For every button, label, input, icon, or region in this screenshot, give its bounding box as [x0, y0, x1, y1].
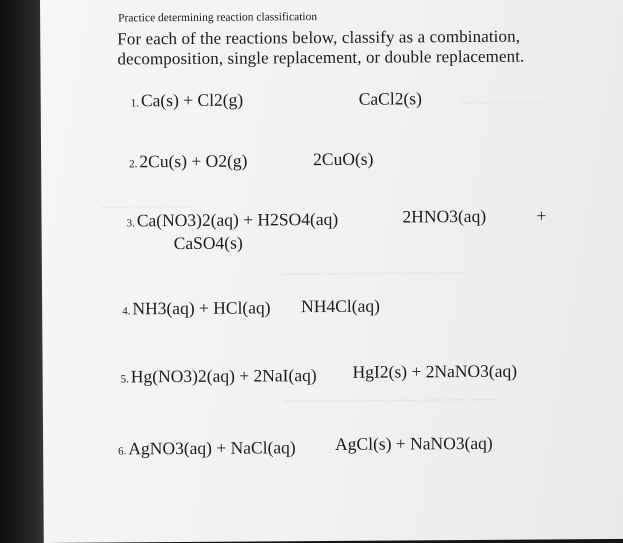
reaction-5-reactants-line: [121, 367, 317, 386]
reaction-reactants: AgNO3(aq) + NaCl(aq): [128, 437, 296, 459]
reaction-3-plus: +: [536, 205, 547, 226]
reaction-reactants: 2Cu(s) + O2(g): [139, 150, 248, 172]
reaction-3-products-continued: CaSO4(s): [173, 232, 243, 254]
reaction-number: 1.: [130, 97, 140, 110]
reaction-number: 3.: [126, 217, 135, 230]
show-through-text: — — — ——: [460, 94, 542, 111]
reaction-2-products: 2CuO(s): [313, 148, 374, 170]
reaction-reactants: NH3(aq) + HCl(aq): [132, 297, 271, 319]
reaction-reactants: Ca(s) + Cl2(g): [140, 89, 244, 111]
reaction-number: 4.: [122, 305, 131, 318]
instructions-line-1: For each of the reactions below, classify as a combination,: [117, 26, 521, 49]
show-through-text: —— —— ——: [101, 198, 193, 215]
reaction-6-products: AgCl(s) + NaNO3(aq): [335, 432, 493, 454]
reaction-reactants: Hg(NO3)2(aq) + 2NaI(aq): [130, 365, 317, 387]
reaction-3-products: 2HNO3(aq): [402, 205, 487, 227]
reaction-3-reactants-line: [126, 208, 339, 231]
reaction-4-reactants-line: [122, 299, 271, 318]
reaction-number: 5.: [120, 373, 129, 386]
worksheet-page: [40, 0, 623, 543]
page-title: Practice determining reaction classification: [118, 11, 318, 25]
reaction-number: 6.: [118, 445, 127, 458]
reaction-1-reactants-line: [130, 89, 244, 111]
reaction-4-products: NH4Cl(aq): [301, 295, 380, 317]
instructions-line-2: decomposition, single replacement, or double replacement.: [117, 46, 525, 69]
desk-shadow: [0, 0, 46, 543]
show-through-text: —— —— ——— —— ——— ——: [282, 391, 497, 409]
reaction-1-products: CaCl2(s): [358, 88, 422, 109]
reaction-6-reactants-line: [118, 439, 296, 458]
show-through-text: ——— —— ——— —— ——: [281, 265, 464, 282]
reaction-2-reactants-line: [129, 150, 248, 172]
reaction-5-products: HgI2(s) + 2NaNO3(aq): [352, 360, 518, 382]
reaction-reactants: Ca(NO3)2(aq) + H2SO4(aq): [136, 208, 339, 231]
reaction-number: 2.: [129, 158, 138, 171]
